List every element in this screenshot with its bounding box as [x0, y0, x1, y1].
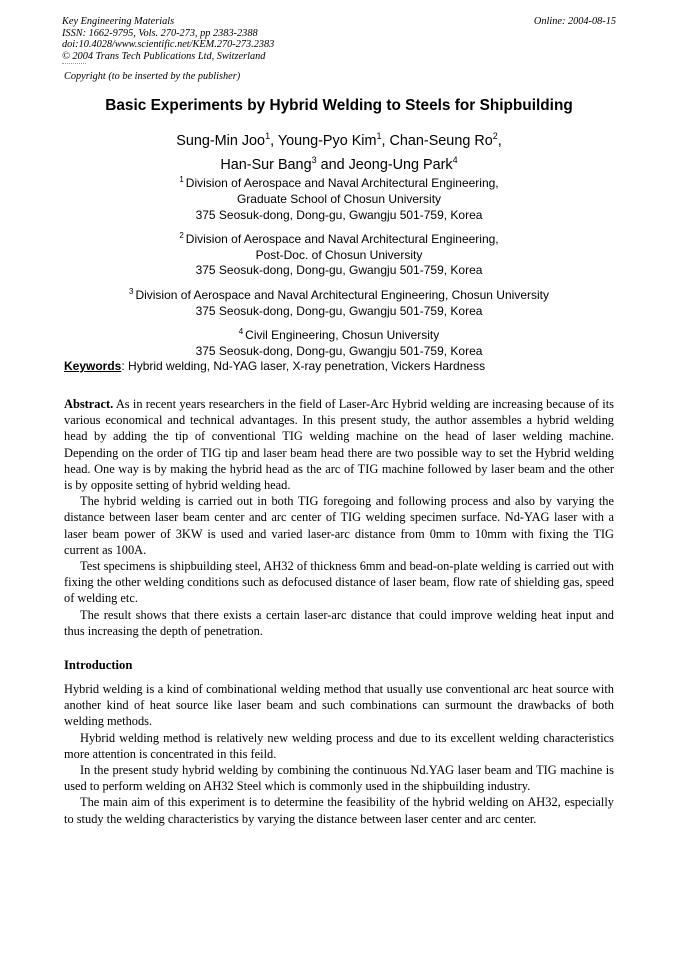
introduction-heading: Introduction: [64, 658, 133, 672]
affiliation-text: Division of Aerospace and Naval Architectural Engineering,: [185, 176, 499, 190]
affiliation-sup: 1: [179, 175, 184, 184]
abstract-paragraph: [64, 396, 614, 493]
intro-paragraph: The main aim of this experiment is to determine the feasibility of the hybrid welding on AH32, especially to study the welding characteristics by varying the distance between laser center and arc center.: [64, 795, 614, 826]
introduction-section: [64, 681, 614, 827]
abstract-label: Abstract.: [64, 397, 114, 411]
abstract-text: As in recent years researchers in the field of Laser-Arc Hybrid welding are increasing because of its various economical and technical advantages. In this present study, the author assembles a hybrid welding head by adding the tip of conventional TIG welding machine on the head of laser welding machine. Depending on the order of TIG tip and laser beam head there are two possible way to set the Hybrid welding head. One way is by making the hybrid head as the arc of TIG machine followed by laser beam and the other is by opposite setting of hybrid welding head.: [64, 397, 614, 493]
affiliation-line: [0, 228, 678, 248]
affiliation-list: [0, 172, 678, 364]
author-list: [0, 127, 678, 175]
keywords-label: Keywords: [64, 359, 122, 373]
intro-paragraph: In the present study hybrid welding by combining the continuous Nd.YAG laser beam and TIG machine is used to perform welding on AH32 Steel which is commonly used in the shipbuilding industry.: [64, 763, 614, 794]
author-name: Han-Sur Bang: [220, 156, 312, 173]
affiliation-sup: 3: [128, 286, 134, 296]
publisher-line: © 2004 Trans Tech Publications Ltd, Switzerland: [62, 50, 266, 62]
abstract-section: [64, 396, 614, 639]
author-name: Sung-Min Joo: [176, 132, 266, 149]
intro-paragraph: Hybrid welding method is relatively new welding process and due to its excellent welding characteristics more attention is concentrated in this feild.: [64, 730, 614, 761]
affiliation: [0, 324, 678, 360]
author-sup: 3: [311, 154, 317, 165]
doi-line: doi:10.4028/www.scientific.net/KEM.270-273.2383: [62, 39, 275, 51]
paper-title: Basic Experiments by Hybrid Welding to Steels for Shipbuilding: [105, 97, 573, 114]
author-separator: ,: [270, 132, 278, 149]
author-sup: 1: [265, 131, 271, 141]
journal-name: Key Engineering Materials: [62, 16, 175, 27]
author-separator: and: [316, 156, 349, 173]
keywords-line: [64, 359, 616, 373]
intro-paragraph: Hybrid welding is a kind of combinational welding method that usually use conventional arc heat source with another kind of heat source like laser beam and such combinations can surmount the drawbacks of both welding methods.: [64, 682, 614, 729]
header-divider: [62, 63, 86, 68]
affiliation-line: [0, 324, 678, 344]
author-sup: 4: [452, 154, 458, 165]
affiliation-line: Graduate School of Chosun University: [236, 191, 442, 206]
affiliation: [0, 284, 678, 320]
abstract-paragraph: The result shows that there exists a certain laser-arc distance that could improve welding heat input and thus increasing the depth of penetration.: [64, 607, 614, 638]
online-date: Online: 2004-08-15: [533, 16, 616, 27]
affiliation: [0, 228, 678, 279]
affiliation-line: 375 Seosuk-dong, Dong-gu, Gwangju 501-759, Korea: [195, 207, 483, 222]
keywords-colon: :: [121, 359, 125, 373]
affiliation-text: Division of Aerospace and Naval Architectural Engineering,: [185, 231, 499, 246]
abstract-paragraph: Test specimens is shipbuilding steel, AH32 of thickness 6mm and bead-on-plate welding is carried out with fixing the other welding conditions such as defocused distance of laser beam, flow rate of shielding gas, speed of welding etc.: [64, 559, 614, 606]
affiliation: [0, 172, 678, 223]
keywords-text: Hybrid welding, Nd-YAG laser, X-ray penetration, Vickers Hardness: [124, 359, 486, 373]
author-separator: ,: [381, 132, 390, 149]
copyright-note: Copyright (to be inserted by the publisher): [64, 71, 241, 82]
journal-header: [62, 16, 616, 68]
author-name: Jeong-Ung Park: [348, 156, 453, 173]
author-separator: ,: [497, 132, 502, 149]
affiliation-line: Post-Doc. of Chosun University: [255, 247, 423, 262]
abstract-paragraph: The hybrid welding is carried out in both TIG foregoing and following process and also by varying the distance between laser beam center and arc center of TIG welding specimen surface. Nd-YAG laser with a laser beam power of 3KW is used and varied laser-arc distance from 0mm to 10mm with fixing the TIG current as 100A.: [64, 494, 614, 557]
affiliation-line: [0, 284, 678, 304]
affiliation-sup: 4: [238, 326, 244, 336]
affiliation-line: 375 Seosuk-dong, Dong-gu, Gwangju 501-759, Korea: [195, 343, 483, 358]
affiliation-line: [0, 172, 678, 192]
author-name: Young-Pyo Kim: [277, 132, 377, 149]
author-sup: 2: [492, 131, 498, 141]
affiliation-line: 375 Seosuk-dong, Dong-gu, Gwangju 501-759, Korea: [195, 303, 483, 318]
issn-line: ISSN: 1662-9795, Vols. 270-273, pp 2383-2388: [62, 27, 258, 39]
affiliation-line: 375 Seosuk-dong, Dong-gu, Gwangju 501-759, Korea: [195, 263, 483, 278]
affiliation-text: Civil Engineering, Chosun University: [245, 327, 440, 342]
author-line: [0, 127, 678, 151]
author-sup: 1: [376, 131, 382, 141]
affiliation-text: Division of Aerospace and Naval Architectural Engineering, Chosun University: [135, 287, 549, 302]
affiliation-sup: 2: [179, 230, 184, 240]
author-name: Chan-Seung Ro: [389, 132, 493, 149]
